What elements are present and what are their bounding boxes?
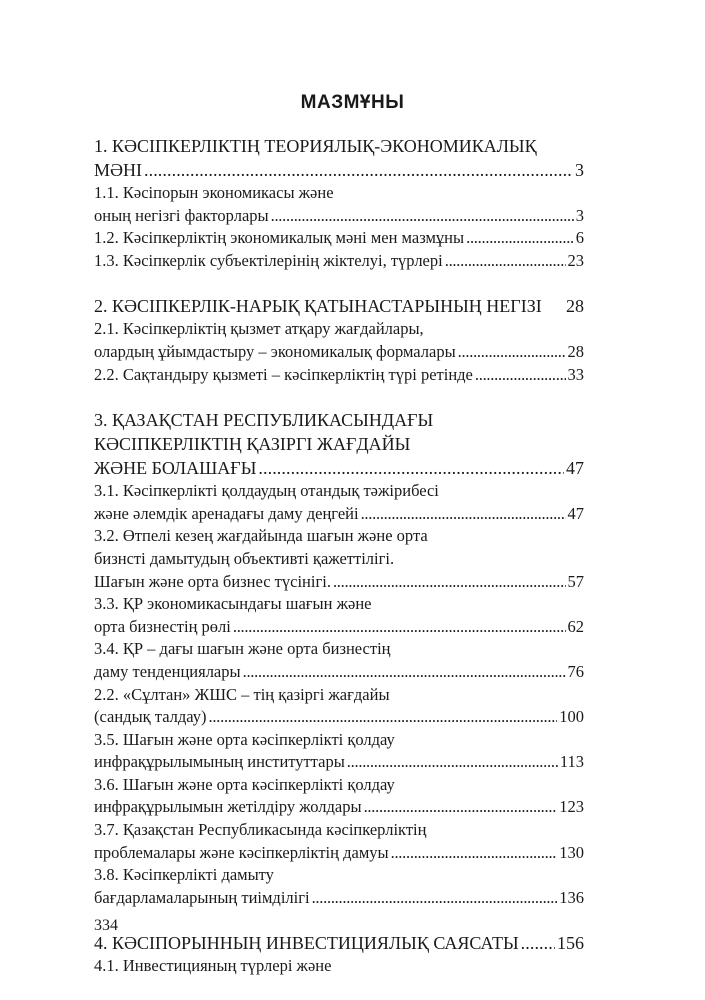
toc-entry-line <box>94 205 584 228</box>
toc-entry-text: 3.3. ҚР экономикасындағы шағын және <box>94 594 372 614</box>
toc-entry-text: 3.4. ҚР – дағы шағын және орта бизнестің <box>94 639 391 659</box>
toc-section-entry <box>94 525 584 593</box>
toc-entry-text: инфрақұрылымының институттары <box>94 752 345 772</box>
toc-entry-text: бизнсті дамытудың объективті қажеттілігі. <box>94 548 395 568</box>
toc-section-entry <box>94 480 584 525</box>
toc-entry-text: 3.8. Кәсіпкерлікті дамыту <box>94 865 274 885</box>
toc-page-number: 62 <box>567 616 584 636</box>
toc-page-number: 156 <box>557 933 584 954</box>
dot-leader <box>466 227 574 250</box>
toc-entry-text: бағдарламаларының тиімділігі <box>94 887 310 907</box>
toc-page-number: 3 <box>575 160 584 180</box>
toc-entry-text: КӘСІПКЕРЛІКТІҢ ҚАЗІРГІ ЖАҒДАЙЫ <box>94 434 411 455</box>
toc-page-number: 130 <box>559 842 584 862</box>
toc-entry-line <box>94 706 584 729</box>
toc-entry-line <box>94 796 584 819</box>
toc-entry-text: оның негізгі факторлары <box>94 205 269 225</box>
toc-entry-text: 4. КӘСІПОРЫННЫҢ ИНВЕСТИЦИЯЛЫҚ САЯСАТЫ <box>94 933 519 954</box>
toc-entry-text: МӘНІ <box>94 160 142 180</box>
toc-entry-text: даму тенденциялары <box>94 661 241 681</box>
toc-section-entry <box>94 638 584 683</box>
dot-leader <box>521 931 555 955</box>
toc-entry-line <box>94 456 584 480</box>
dot-leader <box>333 571 566 594</box>
toc-entry-text: және әлемдік аренадағы даму деңгейі <box>94 503 359 523</box>
toc-entry-text: ЖӘНЕ БОЛАШАҒЫ <box>94 458 257 479</box>
toc-page-number: 136 <box>559 887 584 907</box>
toc-entry-line <box>94 294 584 318</box>
dot-leader <box>458 341 566 364</box>
toc-section-entry <box>94 593 584 638</box>
toc-section-entry <box>94 864 584 909</box>
dot-leader <box>312 887 558 910</box>
toc-page-number: 113 <box>559 752 584 772</box>
toc-section-entry <box>94 774 584 819</box>
dot-leader <box>233 616 566 639</box>
toc-page-number: 33 <box>567 364 584 384</box>
toc-entry-text: 1.3. Кәсіпкерлік субъектілерінің жіктелуі, түрлері <box>94 250 443 270</box>
table-of-contents <box>94 134 584 978</box>
toc-entry-text: 2.1. Кәсіпкерліктің қызмет атқару жағдайлары, <box>94 319 424 339</box>
toc-page-number: 47 <box>566 458 584 479</box>
dot-leader <box>271 205 574 228</box>
toc-entry-line <box>94 364 584 387</box>
toc-entry-line <box>94 158 584 182</box>
toc-entry-line <box>94 250 584 273</box>
dot-leader <box>475 364 566 387</box>
toc-section-entry <box>94 318 584 363</box>
toc-entry-text: 3.2. Өтпелі кезең жағдайында шағын және орта <box>94 526 428 546</box>
toc-chapter-entry <box>94 931 584 955</box>
toc-page-number: 57 <box>567 571 584 591</box>
dot-leader <box>445 250 566 273</box>
dot-leader <box>144 158 573 182</box>
toc-entry-text: 3. ҚАЗАҚСТАН РЕСПУБЛИКАСЫНДАҒЫ <box>94 410 434 431</box>
toc-entry-text: инфрақұрылымын жетілдіру жолдары <box>94 797 362 817</box>
toc-chapter-entry <box>94 408 584 480</box>
toc-page-number: 3 <box>575 205 584 225</box>
toc-section-entry <box>94 684 584 729</box>
dot-leader <box>243 661 566 684</box>
dot-leader <box>209 706 558 729</box>
toc-section-entry <box>94 250 584 273</box>
toc-entry-line <box>94 661 584 684</box>
toc-chapter-entry <box>94 134 584 182</box>
toc-section-entry <box>94 227 584 250</box>
toc-section-entry <box>94 819 584 864</box>
dot-leader <box>364 796 558 819</box>
toc-entry-line <box>94 931 584 955</box>
toc-entry-line <box>94 503 584 526</box>
toc-entry-text: 1. КӘСІПКЕРЛІКТІҢ ТЕОРИЯЛЫҚ-ЭКОНОМИКАЛЫҚ <box>94 136 537 156</box>
toc-entry-line <box>94 842 584 865</box>
toc-section-entry <box>94 955 584 978</box>
toc-entry-text: 3.7. Қазақстан Республикасында кәсіпкерліктің <box>94 820 427 840</box>
toc-entry-text: 2. КӘСІПКЕРЛІК-НАРЫҚ ҚАТЫНАСТАРЫНЫҢ НЕГІЗІ <box>94 296 542 317</box>
toc-entry-text: орта бизнестің рөлі <box>94 616 231 636</box>
dot-leader <box>391 842 558 865</box>
toc-page-number: 100 <box>559 707 584 727</box>
page-number: 334 <box>94 917 118 934</box>
toc-section-entry <box>94 729 584 774</box>
toc-entry-text: 1.2. Кәсіпкерліктің экономикалық мәні мен мазмұны <box>94 228 465 248</box>
toc-entry-text: 3.6. Шағын және орта кәсіпкерлікті қолдау <box>94 774 395 794</box>
toc-entry-line <box>94 887 584 910</box>
toc-entry-line <box>94 227 584 250</box>
toc-entry-text: 2.2. «Сұлтан» ЖШС – тің қазіргі жағдайы <box>94 684 390 704</box>
toc-entry-text: 4.1. Инвестицияның түрлері және <box>94 956 332 976</box>
page-title: МАЗМҰНЫ <box>300 92 405 113</box>
toc-page-number: 47 <box>567 503 584 523</box>
toc-section-entry <box>94 364 584 387</box>
toc-page-number: 123 <box>559 797 584 817</box>
dot-leader <box>347 751 558 774</box>
toc-entry-text: Шағын және орта бизнес түсінігі. <box>94 571 331 591</box>
toc-entry-line <box>94 616 584 639</box>
toc-entry-text: (сандық талдау) <box>94 707 207 727</box>
toc-chapter-entry <box>94 294 584 318</box>
dot-leader <box>258 456 564 480</box>
toc-entry-line <box>94 571 584 594</box>
toc-entry-text: 1.1. Кәсіпорын экономикасы және <box>94 183 334 202</box>
toc-page-number: 28 <box>567 341 584 361</box>
toc-entry-text: 3.5. Шағын және орта кәсіпкерлікті қолдау <box>94 729 395 749</box>
toc-page-number: 23 <box>567 250 584 270</box>
toc-page-number: 6 <box>575 228 584 248</box>
toc-entry-text: олардың ұйымдастыру – экономикалық формалары <box>94 341 456 361</box>
toc-page-number: 76 <box>567 661 584 681</box>
toc-page-number: 28 <box>566 296 584 317</box>
dot-leader <box>361 503 566 526</box>
toc-entry-text: 3.1. Кәсіпкерлікті қолдаудың отандық тәжірибесі <box>94 481 439 501</box>
toc-entry-text: 2.2. Сақтандыру қызметі – кәсіпкерліктің түрі ретінде <box>94 364 473 384</box>
toc-section-entry <box>94 182 584 227</box>
toc-entry-line <box>94 751 584 774</box>
toc-entry-line <box>94 341 584 364</box>
toc-entry-text: проблемалары және кәсіпкерліктің дамуы <box>94 842 389 862</box>
